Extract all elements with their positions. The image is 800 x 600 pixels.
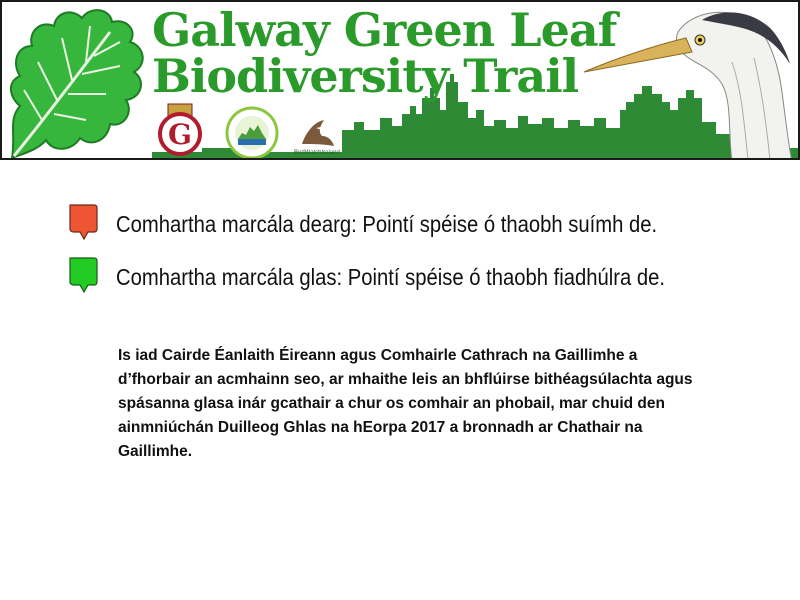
description-paragraph: Is iad Cairde Éanlaith Éireann agus Comhairle Cathrach na Gaillimhe a d’fhorbair an acmhainn seo, ar mhaithe leis an bhflúirse bithéagsúlachta agus spásanna glasa inár gcathair a chur os comhair an phobail, mar chuid den ainmniúchán Duilleog Ghlas na hEorpa 2017 a bronnadh ar Chathair na Gaillimhe.: [118, 347, 693, 460]
g-logo-letter: G: [168, 118, 192, 151]
header-banner: [0, 0, 800, 160]
legend-red-label: Comhartha marcála dearg: Pointí spéise ó thaobh suímh de.: [116, 211, 658, 237]
banner-title-line-2: Biodiversity Trail: [152, 49, 579, 103]
legend-green-label: Comhartha marcála glas: Pointí spéise ó thaobh fiadhúlra de.: [116, 264, 666, 290]
birdwatch-ireland-logo: [292, 114, 352, 158]
birdwatch-logo-text: BirdWatchIreland: [294, 150, 340, 156]
galway-city-green-leaf-logo: [224, 105, 280, 160]
red-marker-icon: [66, 203, 102, 243]
oak-leaf-illustration: [2, 2, 162, 160]
banner-title-line-1: Galway Green Leaf: [152, 3, 617, 57]
galway-city-council-logo: [152, 102, 208, 158]
heron-illustration: [582, 2, 800, 160]
green-marker-icon: [66, 256, 102, 296]
